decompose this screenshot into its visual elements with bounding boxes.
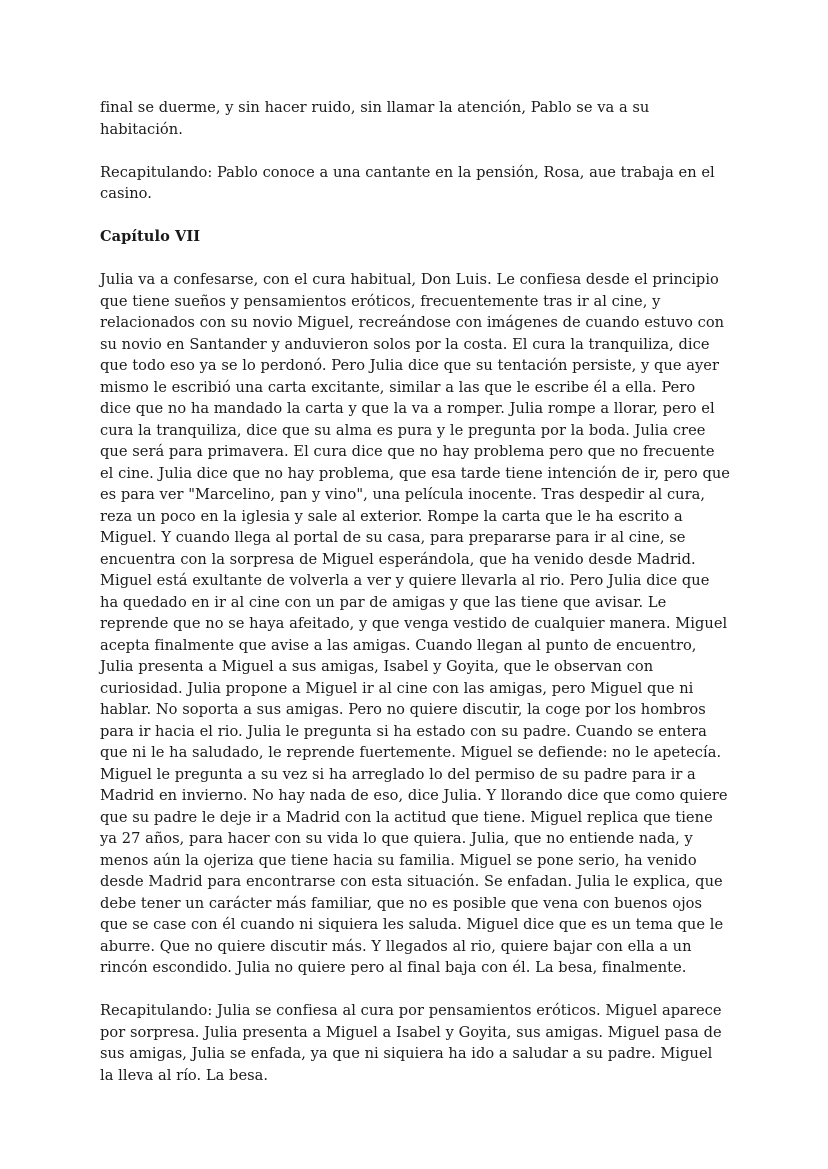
intro-paragraph: final se duerme, y sin hacer ruido, sin llamar la atención, Pablo se va a su habitación. — [100, 99, 650, 138]
chapter-body-paragraph: Julia va a confesarse, con el cura habitual, Don Luis. Le confiesa desde el principio que tiene sueños y pensamientos eróticos, frecuentemente tras ir al cine, y relacionados con su novio Miguel, recreándose con imágenes de cuando estuvo con su novio en Santander y anduvieron solos por la costa. El cura la tranquiliza, dice que todo eso ya se lo perdonó. Pero Julia dice que su tentación persiste, y que ayer mismo le escribió una carta excitante, similar a las que le escribe él a ella. Pero dice que no ha mandado la carta y que la va a romper. Julia rompe a llorar, pero el cura la tranquiliza, dice que su alma es pura y le pregunta por la boda. Julia cree que será para primavera. El cura dice que no hay problema pero que no frecuente el cine. Julia dice que no hay problema, que esa tarde tiene intención de ir, pero que es para ver "Marcelino, pan y vino", una película inocente. Tras despedir al cura, reza un poco en la iglesia y sale al exterior. Rompe la carta que le ha escrito a Miguel. Y cuando llega al portal de su casa, para prepararse para ir al cine, se encuentra con la sorpresa de Miguel esperándola, que ha venido desde Madrid. Miguel está exultante de volverla a ver y quiere llevarla al rio. Pero Julia dice que ha quedado en ir al cine con un par de amigas y que las tiene que avisar. Le reprende que no se haya afeitado, y que venga vestido de cualquier manera. Miguel acepta finalmente que avise a las amigas. Cuando llegan al punto de encuentro, Julia presenta a Miguel a sus amigas, Isabel y Goyita, que le observan con curiosidad. Julia propone a Miguel ir al cine con las amigas, pero Miguel que ni hablar. No soporta a sus amigas. Pero no quiere discutir, la coge por los hombros para ir hacia el rio. Julia le pregunta si ha estado con su padre. Cuando se entera que ni le ha saludado, le reprende fuertemente. Miguel se defiende: no le apetecía. Miguel le pregunta a su vez si ha arreglado lo del permiso de su padre para ir a Madrid en invierno. No hay nada de eso, dice Julia. Y llorando dice que como quiere que su padre le deje ir a Madrid con la actitud que tiene. Miguel replica que tiene ya 27 años, para hacer con su vida lo que quiera. Julia, que no entiende nada, y menos aún la ojeriza que tiene hacia su familia. Miguel se pone serio, ha venido desde Madrid para encontrarse con esta situación. Se enfadan. Julia le explica, que debe tener un carácter más familiar, que no es posible que vena con buenos ojos que se case con él cuando ni siquiera les saluda. Miguel dice que es un tema que le aburre. Que no quiere discutir más. Y llegados al rio, quiere bajar con ella a un rincón escondido. Julia no quiere pero al final baja con él. La besa, finalmente. — [100, 271, 730, 976]
chapter-heading: Capítulo VII — [100, 228, 201, 245]
intro-summary-paragraph: Recapitulando: Pablo conoce a una cantante en la pensión, Rosa, aue trabaja en el casino. — [100, 163, 715, 202]
chapter-summary-paragraph: Recapitulando: Julia se confiesa al cura por pensamientos eróticos. Miguel aparece por sorpresa. Julia presenta a Miguel a Isabel y Goyita, sus amigas. Miguel pasa de sus amigas, Julia se enfada, ya que ni siquiera ha ido a saludar a su padre. Miguel la lleva al río. La besa. — [100, 1002, 722, 1084]
document-page — [100, 97, 730, 1108]
